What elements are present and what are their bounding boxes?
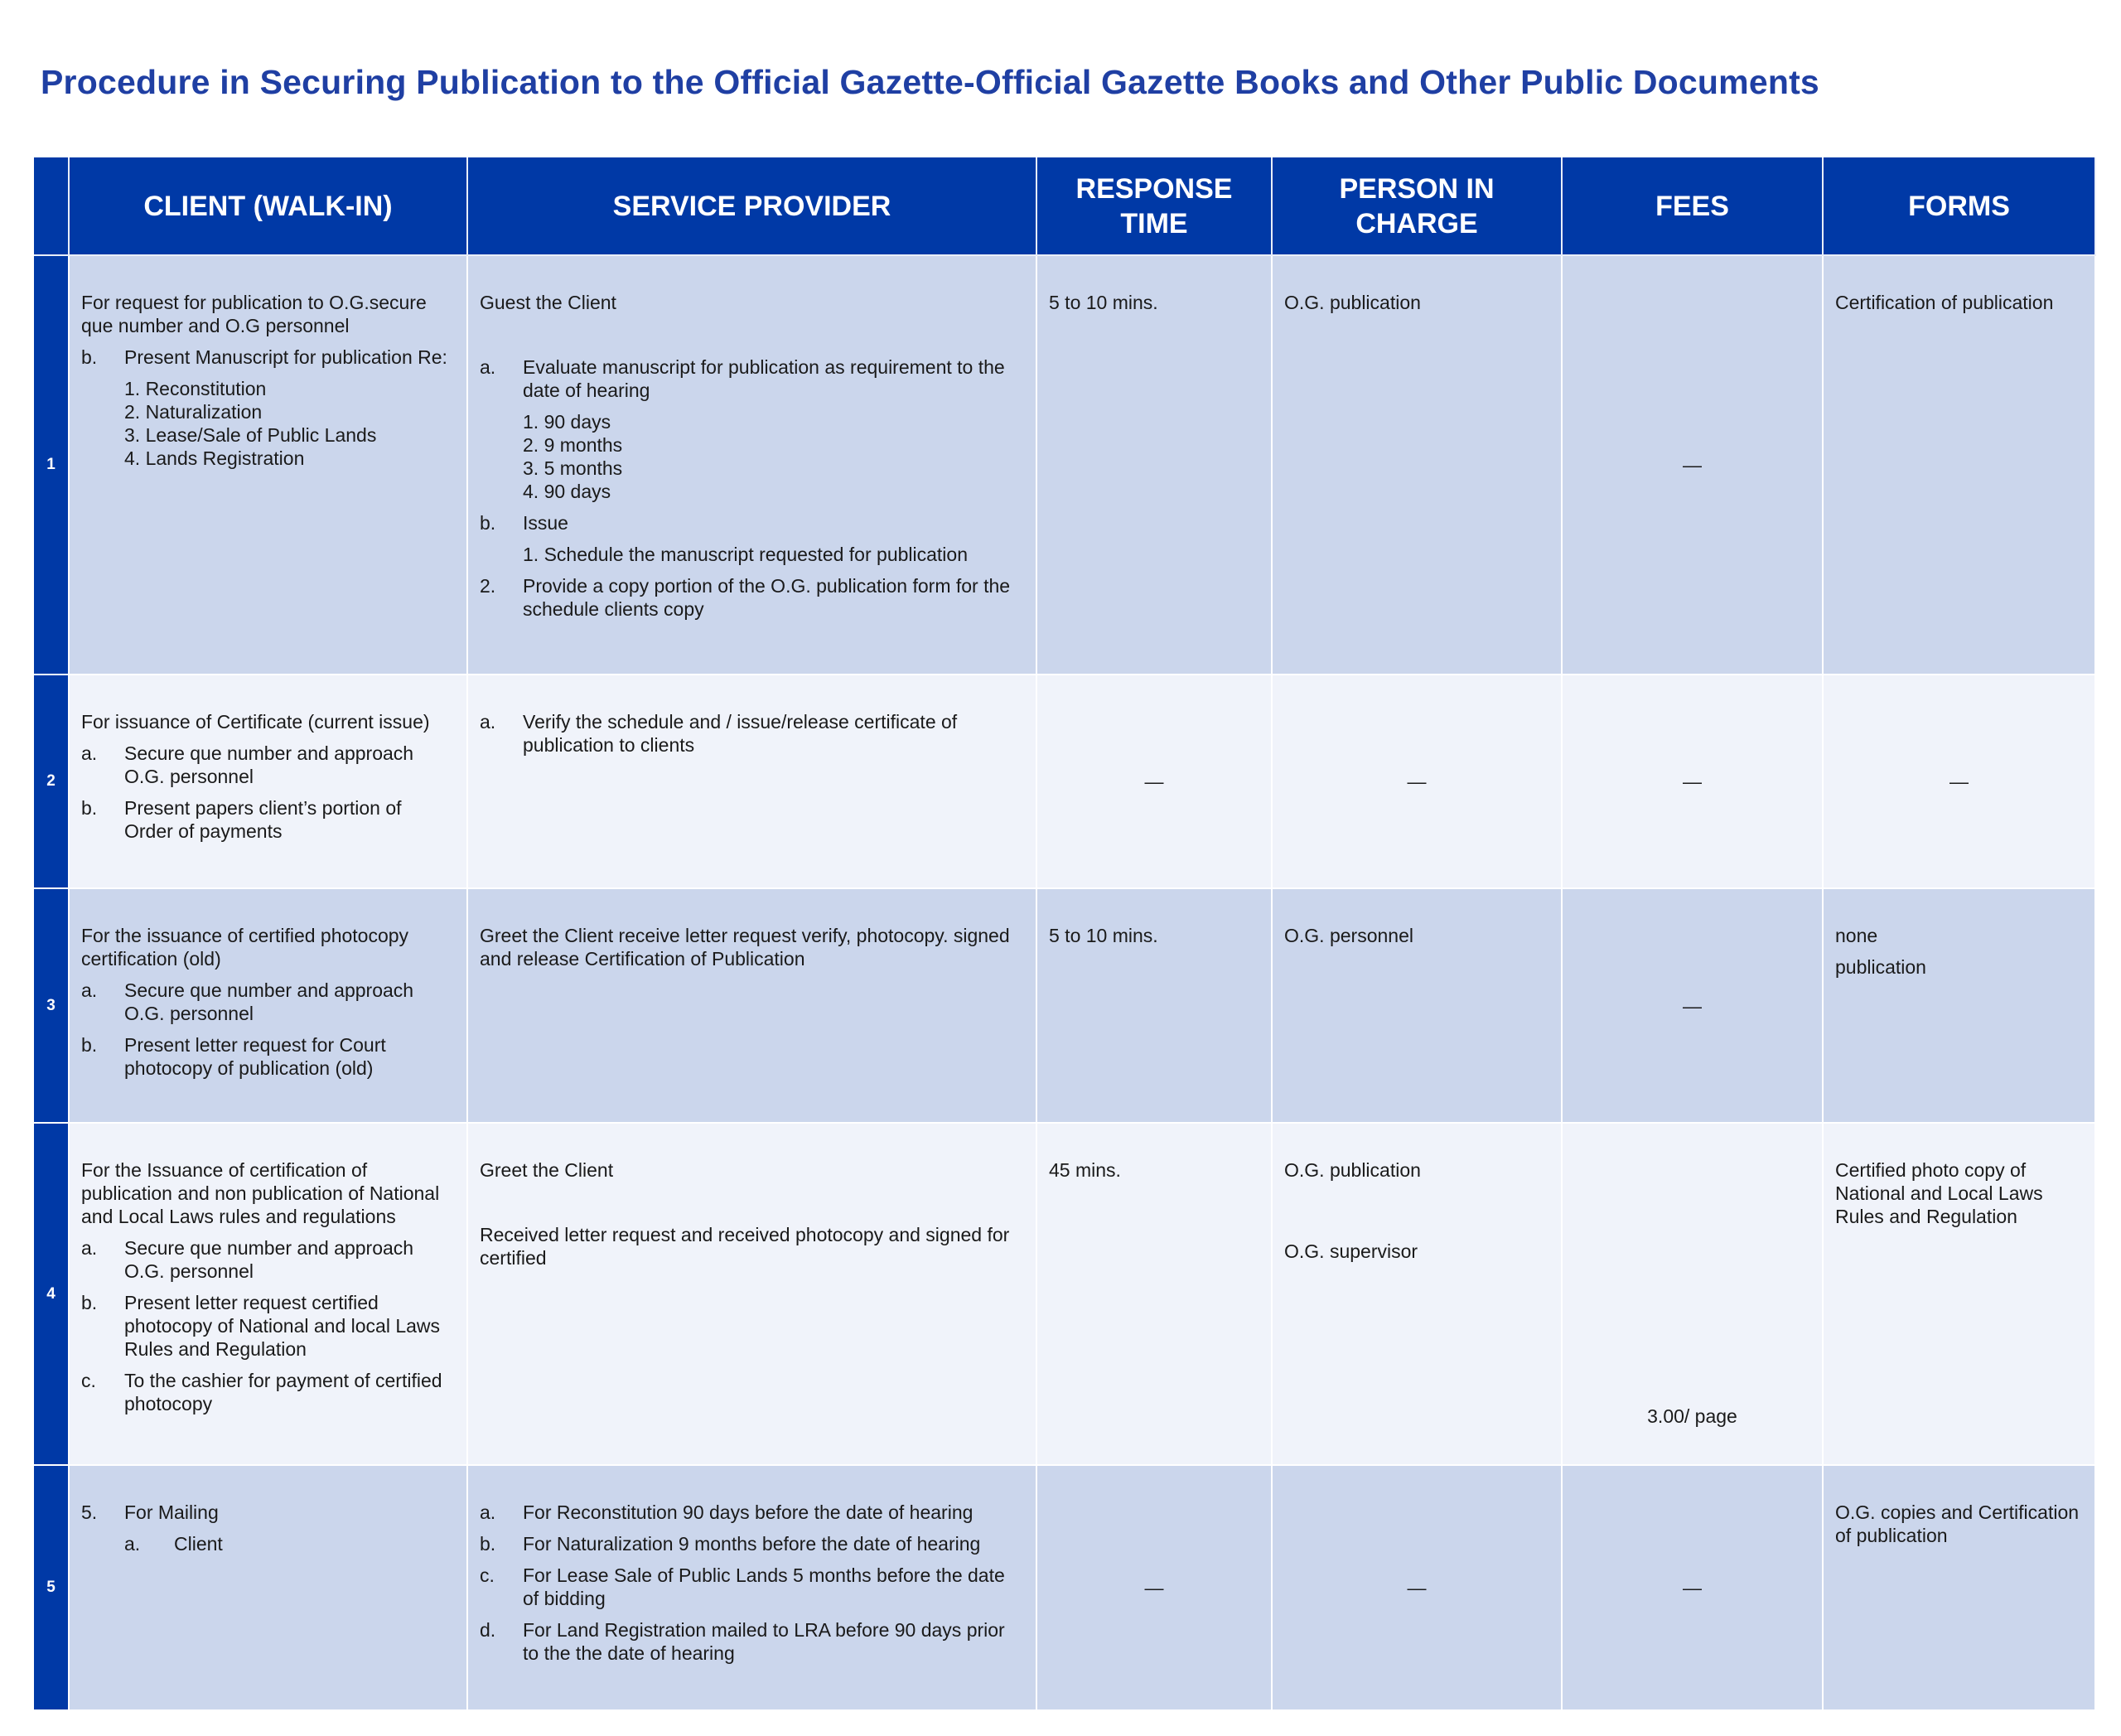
list-text: Present Manuscript for publication Re:	[124, 346, 447, 368]
list-item	[81, 796, 455, 843]
header-service-provider: SERVICE PROVIDER	[467, 157, 1036, 255]
list-item	[480, 1501, 1024, 1524]
list-text: For Land Registration mailed to LRA before 90 days prior to the the date of hearing	[523, 1619, 1005, 1664]
person-cell: O.G. publication	[1272, 255, 1562, 675]
sub-item: 1. Schedule the manuscript requested for publication	[523, 544, 968, 565]
list-item	[480, 511, 1024, 534]
list-item	[480, 1532, 1024, 1555]
provider-cell	[467, 1465, 1036, 1710]
sub-item: 3. 5 months	[523, 457, 623, 479]
list-item	[81, 742, 455, 788]
list-marker: 5.	[81, 1501, 98, 1523]
client-intro: For request for publication to O.G.secure que number and O.G personnel	[81, 292, 427, 336]
list-text: Secure que number and approach O.G. personnel	[124, 1237, 414, 1282]
list-item	[480, 1618, 1024, 1665]
provider-text: Received letter request and received photocopy and signed for certified	[480, 1224, 1010, 1269]
sub-item: 1. Reconstitution	[124, 378, 267, 399]
fee-value: 3.00/ page	[1647, 1405, 1737, 1427]
list-text: For Reconstitution 90 days before the date of hearing	[523, 1501, 974, 1523]
list-marker: a.	[81, 742, 98, 764]
sub-item: 2. Naturalization	[124, 401, 263, 423]
list-text: Present letter request for Court photocopy of publication (old)	[124, 1034, 386, 1079]
sub-item: 2. 9 months	[523, 434, 623, 456]
provider-cell	[467, 255, 1036, 675]
person-cell	[1272, 1465, 1562, 1710]
list-text: Present letter request certified photocopy of National and local Laws Rules and Regulation	[124, 1292, 441, 1360]
list-marker: c.	[480, 1564, 495, 1586]
list-item	[81, 979, 455, 1025]
header-response-time: RESPONSE TIME	[1036, 157, 1272, 255]
provider-cell	[467, 675, 1036, 888]
table-row	[34, 888, 2095, 1123]
list-marker: a.	[480, 356, 496, 378]
client-intro: For the Issuance of certification of publication and non publication of National and Local Laws rules and regulations	[81, 1159, 440, 1227]
provider-intro: Guest the Client	[480, 292, 616, 313]
person-line: O.G. publication	[1284, 1159, 1421, 1181]
client-cell	[69, 1123, 467, 1465]
forms-line: none	[1835, 925, 1878, 946]
header-row	[34, 157, 2095, 255]
list-text: Present papers client’s portion of Order of payments	[124, 797, 402, 842]
list-marker: b.	[81, 346, 98, 368]
list-item	[81, 1291, 455, 1361]
empty-dash: —	[1683, 454, 1702, 476]
list-marker: b.	[81, 1292, 98, 1313]
list-text: Evaluate manuscript for publication as requirement to the date of hearing	[523, 356, 1005, 401]
forms-cell: Certified photo copy of National and Local Laws Rules and Regulation	[1823, 1123, 2095, 1465]
fees-cell	[1562, 1123, 1823, 1465]
list-marker: c.	[81, 1370, 96, 1391]
header-forms: FORMS	[1823, 157, 2095, 255]
empty-dash: —	[1144, 1577, 1164, 1598]
procedure-table	[34, 157, 2096, 1711]
list-text: For Naturalization 9 months before the date of hearing	[523, 1533, 981, 1555]
client-cell	[69, 1465, 467, 1710]
fees-cell	[1562, 675, 1823, 888]
client-intro: For the issuance of certified photocopy certification (old)	[81, 925, 409, 970]
response-cell	[1036, 1465, 1272, 1710]
list-text: Issue	[523, 512, 568, 534]
header-fees: FEES	[1562, 157, 1823, 255]
list-text: Secure que number and approach O.G. personnel	[124, 979, 414, 1024]
list-text: Provide a copy portion of the O.G. publication form for the schedule clients copy	[523, 575, 1011, 620]
empty-dash: —	[1407, 771, 1427, 792]
fees-cell	[1562, 888, 1823, 1123]
list-item	[480, 574, 1024, 621]
list-marker: b.	[480, 512, 496, 534]
row-number: 4	[34, 1123, 69, 1465]
list-marker: a.	[81, 979, 98, 1001]
row-number: 3	[34, 888, 69, 1123]
forms-cell	[1823, 888, 2095, 1123]
empty-dash: —	[1407, 1577, 1427, 1598]
list-marker: a.	[480, 711, 496, 733]
list-marker: a.	[480, 1501, 496, 1523]
list-item	[81, 346, 455, 369]
provider-intro: Greet the Client	[480, 1159, 614, 1181]
provider-cell	[467, 888, 1036, 1123]
list-item	[480, 355, 1024, 402]
forms-cell: Certification of publication	[1823, 255, 2095, 675]
empty-dash: —	[1683, 771, 1702, 792]
fees-cell	[1562, 255, 1823, 675]
list-text: To the cashier for payment of certified photocopy	[124, 1370, 442, 1414]
list-marker: 2.	[480, 575, 496, 597]
sub-list	[523, 543, 1024, 566]
provider-text: Greet the Client receive letter request verify, photocopy. signed and release Certification of Publication	[480, 925, 1010, 970]
sub-item: 4. 90 days	[523, 481, 611, 502]
client-cell	[69, 675, 467, 888]
sub-list	[523, 410, 1024, 503]
list-item	[480, 710, 1024, 757]
page-title: Procedure in Securing Publication to the Official Gazette-Official Gazette Books and Other Public Documents	[41, 63, 1819, 101]
table-row	[34, 1123, 2095, 1465]
header-client: CLIENT (WALK-IN)	[69, 157, 467, 255]
sub-list-item	[124, 1532, 455, 1555]
response-cell: 5 to 10 mins.	[1036, 255, 1272, 675]
sub-list	[124, 377, 455, 470]
list-text: For Lease Sale of Public Lands 5 months before the date of bidding	[523, 1564, 1005, 1609]
row-number: 5	[34, 1465, 69, 1710]
list-item	[81, 1236, 455, 1283]
list-item	[81, 1369, 455, 1415]
list-text: Secure que number and approach O.G. personnel	[124, 742, 414, 787]
empty-dash: —	[1683, 1577, 1702, 1598]
list-item	[81, 1501, 455, 1524]
forms-cell	[1823, 675, 2095, 888]
list-marker: b.	[480, 1533, 496, 1555]
person-cell	[1272, 675, 1562, 888]
forms-line: publication	[1835, 956, 1926, 978]
client-intro: For issuance of Certificate (current issue)	[81, 711, 430, 733]
list-marker: a.	[81, 1237, 98, 1259]
list-text: Verify the schedule and / issue/release certificate of publication to clients	[523, 711, 958, 756]
empty-dash: —	[1144, 771, 1164, 792]
table-row	[34, 675, 2095, 888]
client-cell	[69, 255, 467, 675]
header-number	[34, 157, 69, 255]
table-row	[34, 1465, 2095, 1710]
row-number: 2	[34, 675, 69, 888]
list-text: For Mailing	[124, 1501, 219, 1523]
empty-dash: —	[1949, 771, 1969, 792]
list-marker: b.	[81, 797, 98, 819]
list-marker: d.	[480, 1619, 496, 1641]
provider-cell	[467, 1123, 1036, 1465]
list-text: Client	[174, 1533, 223, 1555]
empty-dash: —	[1683, 994, 1702, 1017]
row-number: 1	[34, 255, 69, 675]
list-item	[81, 1033, 455, 1080]
response-cell	[1036, 675, 1272, 888]
person-cell: O.G. personnel	[1272, 888, 1562, 1123]
header-person-in-charge: PERSON IN CHARGE	[1272, 157, 1562, 255]
sub-item: 4. Lands Registration	[124, 447, 305, 469]
person-cell	[1272, 1123, 1562, 1465]
list-marker: a.	[124, 1533, 141, 1555]
sub-item: 1. 90 days	[523, 411, 611, 433]
list-item	[480, 1564, 1024, 1610]
sub-item: 3. Lease/Sale of Public Lands	[124, 424, 377, 446]
list-marker: b.	[81, 1034, 98, 1056]
table-row	[34, 255, 2095, 675]
fees-cell	[1562, 1465, 1823, 1710]
forms-cell: O.G. copies and Certification of publication	[1823, 1465, 2095, 1710]
response-cell: 45 mins.	[1036, 1123, 1272, 1465]
client-cell	[69, 888, 467, 1123]
person-line: O.G. supervisor	[1284, 1240, 1418, 1262]
response-cell: 5 to 10 mins.	[1036, 888, 1272, 1123]
